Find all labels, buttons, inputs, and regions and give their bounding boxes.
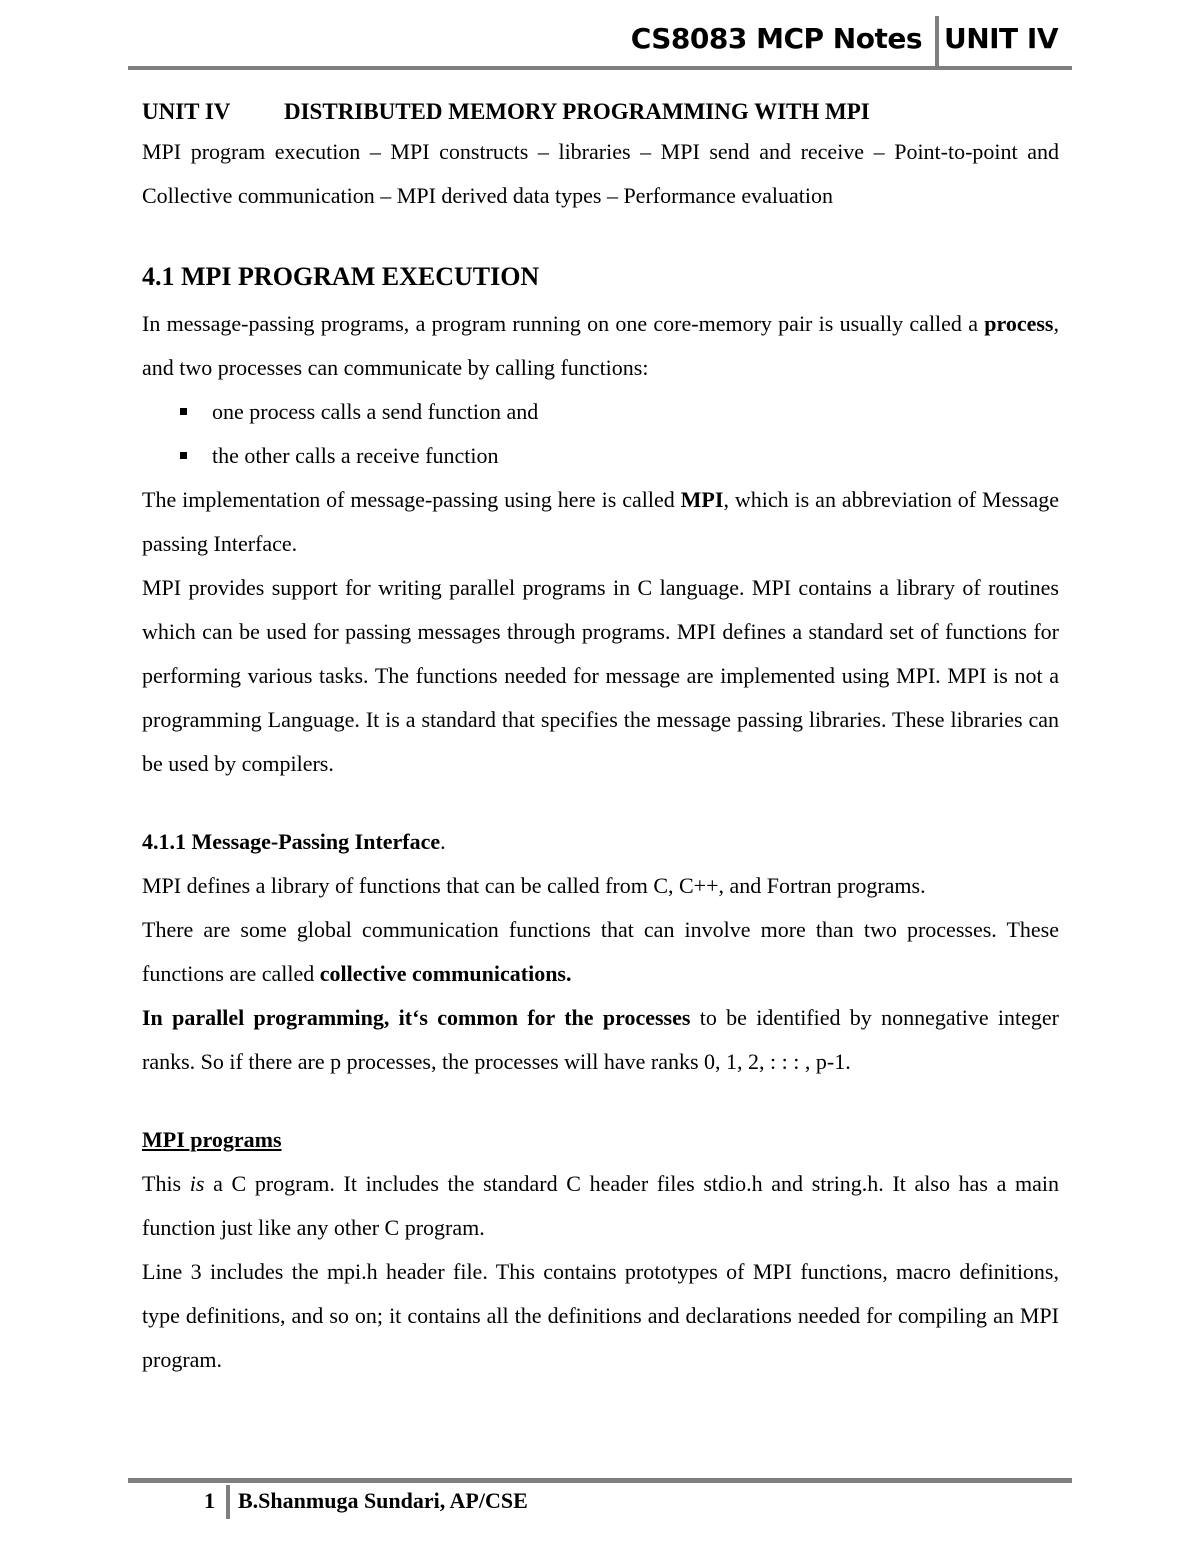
section-4-1-heading: 4.1 MPI PROGRAM EXECUTION: [142, 262, 540, 291]
section-4-1-intro: In message-passing programs, a program running on one core-memory pair is usually called a process, and two processes can communicate by calling functions:: [142, 311, 1059, 380]
header-rule: [128, 66, 1072, 70]
footer-separator: [226, 1485, 230, 1519]
list-item: one process calls a send function and: [142, 390, 1059, 434]
unit-heading: [142, 94, 1059, 130]
c-program-paragraph: This is a C program. It includes the standard C header files stdio.h and string.h. It also has a main function just like any other C program.: [142, 1171, 1059, 1240]
mpi-header-paragraph: Line 3 includes the mpi.h header file. This contains prototypes of MPI functions, macro definitions, type definitions, and so on; it contains all the definitions and declarations needed for compiling an MPI program.: [142, 1259, 1059, 1372]
header-unit-label: UNIT IV: [943, 22, 1058, 55]
header-separator: [935, 16, 939, 66]
process-bullet-list: [142, 390, 1059, 478]
collective-communication-paragraph: There are some global communication functions that can involve more than two processes. These functions are called collective communications.: [142, 917, 1059, 986]
section-4-1-1-heading: 4.1.1 Message-Passing Interface.: [142, 829, 446, 854]
mpi-definition-paragraph: The implementation of message-passing using here is called MPI, which is an abbreviation of Message passing Interface.: [142, 487, 1060, 556]
mpi-programs-heading: MPI programs: [142, 1127, 282, 1152]
list-item: the other calls a receive function: [142, 434, 1059, 478]
page-number: 1: [204, 1488, 215, 1513]
page-content: [142, 94, 1059, 1382]
ranks-paragraph: In parallel programming, it‘s common for the processes to be identified by nonnegative integer ranks. So if there are p processes, the processes will have ranks 0, 1, 2, : : : , p-1.: [142, 1005, 1059, 1074]
mpi-library-paragraph: MPI defines a library of functions that can be called from C, C++, and Fortran programs.: [142, 873, 926, 898]
unit-heading-title: DISTRIBUTED MEMORY PROGRAMMING WITH MPI: [284, 99, 870, 124]
footer-author: B.Shanmuga Sundari, AP/CSE: [238, 1488, 528, 1513]
header-course-title: CS8083 MCP Notes: [630, 22, 922, 55]
page-header: [128, 14, 1072, 66]
unit-heading-label: UNIT IV: [142, 99, 231, 124]
footer-rule: [128, 1478, 1072, 1483]
mpi-support-paragraph: MPI provides support for writing parallel programs in C language. MPI contains a library of routines which can be used for passing messages through programs. MPI defines a standard set of functions for performing various tasks. The functions needed for message are implemented using MPI. MPI is not a programming Language. It is a standard that specifies the message passing libraries. These libraries can be used by compilers.: [142, 575, 1059, 776]
syllabus-text: MPI program execution – MPI constructs – libraries – MPI send and receive – Point-to-point and Collective communication – MPI derived data types – Performance evaluation: [142, 139, 1059, 208]
